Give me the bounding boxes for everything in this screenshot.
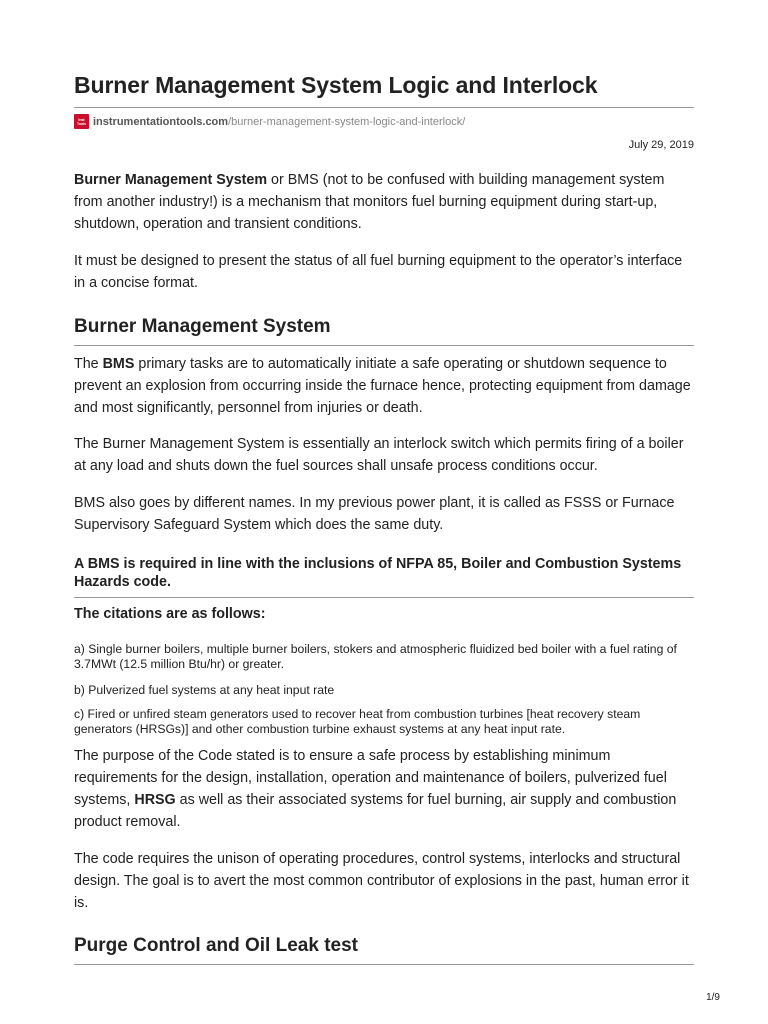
citation-item: a) Single burner boilers, multiple burner boilers, stokers and atmospheric fluidized bed boiler with a fuel rating of 3.7MWt (12.5 million Btu/hr) or greater.: [74, 642, 677, 671]
section-divider-bms: [74, 345, 694, 346]
title-divider: [74, 107, 694, 108]
page-title: Burner Management System Logic and Interlock: [74, 72, 598, 98]
bms-paragraph-1: [74, 353, 694, 419]
source-domain[interactable]: instrumentationtools.com: [93, 115, 229, 128]
section-divider-purge: [74, 964, 694, 965]
bms-paragraph-3: BMS also goes by different names. In my previous power plant, it is called as FSSS or Furnace Supervisory Safeguard System which does the same duty.: [74, 495, 675, 533]
citations-heading: The citations are as follows:: [74, 606, 266, 622]
section-heading-bms: Burner Management System: [74, 316, 331, 337]
intro-paragraph-1-text: or BMS (not to be confused with building management system from another industry!) is a mechanism that monitors fuel burning equipment during start-up, shutdown, operation and transient conditions.: [74, 172, 665, 232]
nfpa-divider: [74, 597, 694, 598]
intro-paragraph-2: It must be designed to present the status of all fuel burning equipment to the operator’s interface in a concise format.: [74, 253, 683, 291]
bms-paragraph-1-text: primary tasks are to automatically initiate a safe operating or shutdown sequence to prevent an explosion from occurring inside the furnace hence, protecting equipment from damage and most significantly, personnel from injuries or death.: [74, 356, 691, 416]
nfpa-requirement: A BMS is required in line with the inclusions of NFPA 85, Boiler and Combustion Systems Hazards code.: [74, 556, 682, 590]
code-purpose-text-rest: as well as their associated systems for fuel burning, air supply and combustion product removal.: [74, 792, 677, 830]
hrsg-bold-term: HRSG: [134, 792, 176, 808]
intro-paragraph-1: [74, 169, 694, 235]
publish-date: July 29, 2019: [628, 139, 694, 151]
code-requirements-paragraph: The code requires the unison of operating procedures, control systems, interlocks and structural design. The goal is to avert the most common contributor of explosions in the past, human error it is.: [74, 851, 689, 911]
bms-paragraph-1-pre: The: [74, 356, 103, 372]
bms-bold-term: BMS: [102, 356, 135, 372]
site-logo-icon: Inst Tools: [74, 114, 89, 129]
source-url[interactable]: [74, 114, 465, 129]
section-heading-purge: Purge Control and Oil Leak test: [74, 935, 358, 956]
citation-item: c) Fired or unfired steam generators used to recover heat from combustion turbines [heat recovery steam generators (HRSGs)] and other combustion turbine exhaust systems at any heat input rate.: [74, 707, 641, 736]
page-number: 1/9: [706, 992, 720, 1003]
intro-bold-term: Burner Management System: [74, 172, 268, 188]
code-purpose-text: The purpose of the Code stated is to ensure a safe process by establishing minimum requirements for the design, installation, operation and maintenance of boilers, pulverized fuel systems,: [74, 748, 667, 808]
citation-item: b) Pulverized fuel systems at any heat input rate: [74, 683, 335, 697]
source-path[interactable]: /burner-management-system-logic-and-interlock/: [228, 115, 466, 128]
code-purpose-paragraph: [74, 745, 694, 833]
bms-paragraph-2: The Burner Management System is essentially an interlock switch which permits firing of a boiler at any load and shuts down the fuel sources shall unsafe process conditions occur.: [74, 436, 684, 474]
